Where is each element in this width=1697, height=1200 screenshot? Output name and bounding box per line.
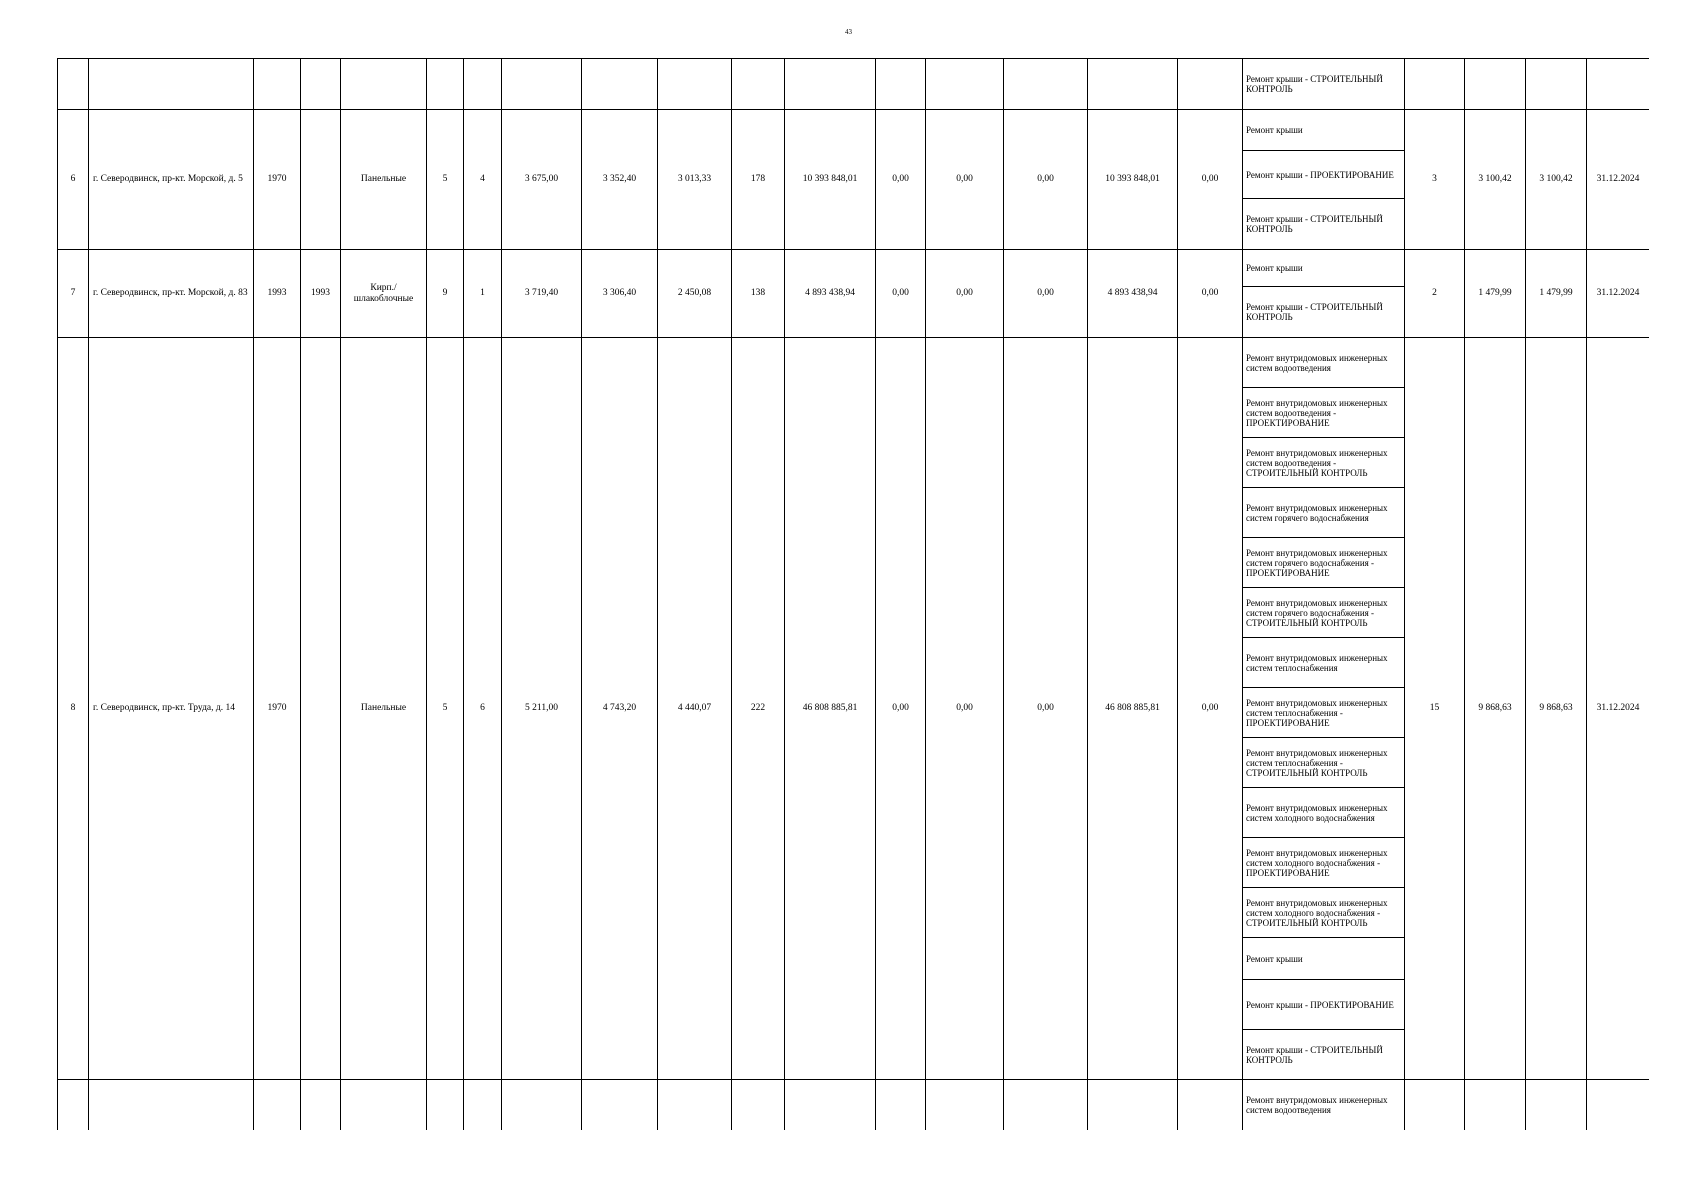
cell-work: Ремонт внутридомовых инженерных систем горячего водоснабжения - ПРОЕКТИРОВАНИЕ bbox=[1243, 538, 1405, 588]
cell-wall-material bbox=[341, 1080, 427, 1130]
cell-work: Ремонт внутридомовых инженерных систем водоотведения bbox=[1243, 338, 1405, 388]
cell-address: г. Северодвинск, пр-кт. Морской, д. 83 bbox=[89, 250, 254, 338]
cell-entrances: 1 bbox=[464, 250, 502, 338]
cell-works-count: 3 bbox=[1405, 110, 1465, 250]
cell-year-built bbox=[254, 59, 301, 110]
table-row bbox=[58, 338, 1650, 388]
cell-cost-total bbox=[785, 1080, 876, 1130]
cell-work: Ремонт внутридомовых инженерных систем теплоснабжения - ПРОЕКТИРОВАНИЕ bbox=[1243, 688, 1405, 738]
cell-address bbox=[89, 1080, 254, 1130]
cell-specific-cost: 3 100,42 bbox=[1465, 110, 1526, 250]
cell-total-area: 3 719,40 bbox=[502, 250, 582, 338]
cell-no bbox=[58, 59, 89, 110]
cell-wall-material bbox=[341, 59, 427, 110]
cell-works-count bbox=[1405, 59, 1465, 110]
cell-no bbox=[58, 1080, 89, 1130]
cell-year-built: 1970 bbox=[254, 110, 301, 250]
cell-no: 7 bbox=[58, 250, 89, 338]
cell-area-premises: 4 743,20 bbox=[582, 338, 658, 1080]
cell-residents bbox=[732, 1080, 785, 1130]
cell-year-overhaul bbox=[301, 1080, 341, 1130]
cell-entrances bbox=[464, 1080, 502, 1130]
cell-fund-other: 0,00 bbox=[1178, 110, 1243, 250]
cell-fund-local: 0,00 bbox=[1004, 250, 1088, 338]
capital-repair-table bbox=[57, 58, 1649, 1130]
cell-year-overhaul: 1993 bbox=[301, 250, 341, 338]
cell-specific-cost bbox=[1465, 1080, 1526, 1130]
cell-fund-local: 0,00 bbox=[1004, 110, 1088, 250]
table-row bbox=[58, 1080, 1650, 1130]
cell-no: 6 bbox=[58, 110, 89, 250]
cell-fund-regional: 0,00 bbox=[926, 250, 1004, 338]
cell-residents: 222 bbox=[732, 338, 785, 1080]
cell-fund-other bbox=[1178, 59, 1243, 110]
cell-fund-local: 0,00 bbox=[1004, 338, 1088, 1080]
cell-area-residential bbox=[658, 59, 732, 110]
cell-entrances: 4 bbox=[464, 110, 502, 250]
cell-work: Ремонт крыши bbox=[1243, 250, 1405, 287]
cell-work: Ремонт крыши - СТРОИТЕЛЬНЫЙ КОНТРОЛЬ bbox=[1243, 199, 1405, 250]
cell-max-cost: 3 100,42 bbox=[1526, 110, 1587, 250]
table-frame bbox=[57, 58, 1649, 1135]
cell-area-premises: 3 306,40 bbox=[582, 250, 658, 338]
cell-fund-owners: 46 808 885,81 bbox=[1088, 338, 1178, 1080]
cell-total-area bbox=[502, 59, 582, 110]
cell-work: Ремонт внутридомовых инженерных систем теплоснабжения - СТРОИТЕЛЬНЫЙ КОНТРОЛЬ bbox=[1243, 738, 1405, 788]
cell-fund-federal: 0,00 bbox=[876, 110, 926, 250]
cell-year-built bbox=[254, 1080, 301, 1130]
cell-residents: 138 bbox=[732, 250, 785, 338]
cell-specific-cost: 9 868,63 bbox=[1465, 338, 1526, 1080]
cell-address: г. Северодвинск, пр-кт. Морской, д. 5 bbox=[89, 110, 254, 250]
cell-area-residential: 3 013,33 bbox=[658, 110, 732, 250]
cell-fund-local bbox=[1004, 59, 1088, 110]
cell-cost-total: 4 893 438,94 bbox=[785, 250, 876, 338]
table-row bbox=[58, 250, 1650, 287]
cell-floors bbox=[427, 1080, 464, 1130]
cell-fund-other: 0,00 bbox=[1178, 338, 1243, 1080]
cell-work: Ремонт крыши - СТРОИТЕЛЬНЫЙ КОНТРОЛЬ bbox=[1243, 59, 1405, 110]
cell-works-count: 15 bbox=[1405, 338, 1465, 1080]
cell-work: Ремонт крыши - СТРОИТЕЛЬНЫЙ КОНТРОЛЬ bbox=[1243, 1030, 1405, 1080]
cell-work: Ремонт крыши - СТРОИТЕЛЬНЫЙ КОНТРОЛЬ bbox=[1243, 287, 1405, 338]
cell-work: Ремонт внутридомовых инженерных систем горячего водоснабжения - СТРОИТЕЛЬНЫЙ КОНТРОЛЬ bbox=[1243, 588, 1405, 638]
cell-work: Ремонт крыши - ПРОЕКТИРОВАНИЕ bbox=[1243, 980, 1405, 1030]
cell-total-area: 3 675,00 bbox=[502, 110, 582, 250]
cell-year-built: 1970 bbox=[254, 338, 301, 1080]
cell-address bbox=[89, 59, 254, 110]
cell-fund-federal bbox=[876, 59, 926, 110]
cell-wall-material: Панельные bbox=[341, 338, 427, 1080]
cell-floors: 9 bbox=[427, 250, 464, 338]
cell-work: Ремонт внутридомовых инженерных систем холодного водоснабжения bbox=[1243, 788, 1405, 838]
table-row bbox=[58, 59, 1650, 110]
cell-fund-federal: 0,00 bbox=[876, 338, 926, 1080]
cell-fund-owners bbox=[1088, 59, 1178, 110]
cell-fund-federal: 0,00 bbox=[876, 250, 926, 338]
cell-floors bbox=[427, 59, 464, 110]
cell-max-cost: 9 868,63 bbox=[1526, 338, 1587, 1080]
cell-deadline: 31.12.2024 bbox=[1587, 338, 1650, 1080]
cell-work: Ремонт внутридомовых инженерных систем водоотведения - СТРОИТЕЛЬНЫЙ КОНТРОЛЬ bbox=[1243, 438, 1405, 488]
cell-max-cost: 1 479,99 bbox=[1526, 250, 1587, 338]
cell-work: Ремонт внутридомовых инженерных систем водоотведения bbox=[1243, 1080, 1405, 1130]
page-number: 43 bbox=[845, 28, 852, 36]
cell-entrances bbox=[464, 59, 502, 110]
cell-year-overhaul bbox=[301, 59, 341, 110]
cell-max-cost bbox=[1526, 59, 1587, 110]
cell-wall-material: Панельные bbox=[341, 110, 427, 250]
cell-work: Ремонт крыши bbox=[1243, 938, 1405, 980]
cell-cost-total: 46 808 885,81 bbox=[785, 338, 876, 1080]
cell-deadline: 31.12.2024 bbox=[1587, 250, 1650, 338]
cell-fund-owners: 10 393 848,01 bbox=[1088, 110, 1178, 250]
cell-cost-total bbox=[785, 59, 876, 110]
cell-area-residential bbox=[658, 1080, 732, 1130]
cell-fund-regional bbox=[926, 1080, 1004, 1130]
cell-fund-regional bbox=[926, 59, 1004, 110]
cell-deadline bbox=[1587, 59, 1650, 110]
cell-area-residential: 2 450,08 bbox=[658, 250, 732, 338]
cell-floors: 5 bbox=[427, 110, 464, 250]
cell-fund-owners: 4 893 438,94 bbox=[1088, 250, 1178, 338]
table-body bbox=[58, 59, 1650, 1130]
cell-year-built: 1993 bbox=[254, 250, 301, 338]
cell-work: Ремонт внутридомовых инженерных систем горячего водоснабжения bbox=[1243, 488, 1405, 538]
cell-residents: 178 bbox=[732, 110, 785, 250]
cell-floors: 5 bbox=[427, 338, 464, 1080]
cell-cost-total: 10 393 848,01 bbox=[785, 110, 876, 250]
cell-work: Ремонт крыши bbox=[1243, 110, 1405, 151]
cell-max-cost bbox=[1526, 1080, 1587, 1130]
cell-wall-material: Кирп./ шлакоблочные bbox=[341, 250, 427, 338]
cell-work: Ремонт внутридомовых инженерных систем холодного водоснабжения - СТРОИТЕЛЬНЫЙ КОНТРОЛЬ bbox=[1243, 888, 1405, 938]
cell-area-premises bbox=[582, 1080, 658, 1130]
cell-area-premises: 3 352,40 bbox=[582, 110, 658, 250]
cell-work: Ремонт внутридомовых инженерных систем теплоснабжения bbox=[1243, 638, 1405, 688]
cell-deadline bbox=[1587, 1080, 1650, 1130]
cell-fund-owners bbox=[1088, 1080, 1178, 1130]
cell-year-overhaul bbox=[301, 338, 341, 1080]
cell-work: Ремонт крыши - ПРОЕКТИРОВАНИЕ bbox=[1243, 151, 1405, 199]
cell-address: г. Северодвинск, пр-кт. Труда, д. 14 bbox=[89, 338, 254, 1080]
cell-no: 8 bbox=[58, 338, 89, 1080]
cell-fund-federal bbox=[876, 1080, 926, 1130]
cell-entrances: 6 bbox=[464, 338, 502, 1080]
cell-work: Ремонт внутридомовых инженерных систем водоотведения - ПРОЕКТИРОВАНИЕ bbox=[1243, 388, 1405, 438]
cell-fund-local bbox=[1004, 1080, 1088, 1130]
cell-year-overhaul bbox=[301, 110, 341, 250]
cell-deadline: 31.12.2024 bbox=[1587, 110, 1650, 250]
cell-area-premises bbox=[582, 59, 658, 110]
cell-residents bbox=[732, 59, 785, 110]
cell-total-area bbox=[502, 1080, 582, 1130]
cell-specific-cost bbox=[1465, 59, 1526, 110]
table-row bbox=[58, 110, 1650, 151]
cell-fund-other bbox=[1178, 1080, 1243, 1130]
cell-work: Ремонт внутридомовых инженерных систем холодного водоснабжения - ПРОЕКТИРОВАНИЕ bbox=[1243, 838, 1405, 888]
cell-area-residential: 4 440,07 bbox=[658, 338, 732, 1080]
cell-specific-cost: 1 479,99 bbox=[1465, 250, 1526, 338]
cell-works-count bbox=[1405, 1080, 1465, 1130]
cell-works-count: 2 bbox=[1405, 250, 1465, 338]
cell-fund-other: 0,00 bbox=[1178, 250, 1243, 338]
cell-fund-regional: 0,00 bbox=[926, 338, 1004, 1080]
cell-fund-regional: 0,00 bbox=[926, 110, 1004, 250]
cell-total-area: 5 211,00 bbox=[502, 338, 582, 1080]
